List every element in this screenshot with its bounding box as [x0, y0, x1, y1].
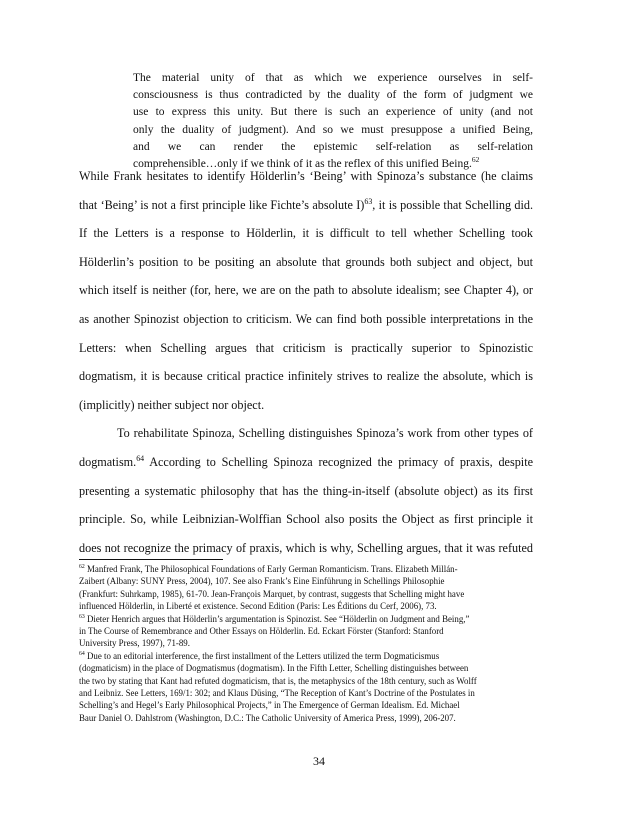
body-line — [79, 448, 533, 477]
quote-line: consciousness is thus contradicted by the duality of the form of judgment we — [133, 89, 533, 102]
footnote-line: and Leibniz. See Letters, 169/1: 302; and Klaus Düsing, “The Reception of Kant’s Doctrine of the Postulates in — [79, 688, 475, 699]
page-number: 34 — [313, 754, 325, 768]
footnote-number: 63 — [79, 613, 85, 620]
body-line — [79, 191, 533, 220]
body-line: While Frank hesitates to identify Hölderlin’s ‘Being’ with Spinoza’s substance (he claims — [79, 169, 533, 183]
footnote-line: Schelling’s and Hegel’s Early Philosophical Projects,” in The Emergence of German Idealism. Ed. Michael — [79, 700, 460, 711]
footnote-line: Dieter Henrich argues that Hölderlin’s argumentation is Spinozist. See “Hölderlin on Judgment and Being,” — [84, 613, 470, 624]
body-line-text: dogmatism. — [79, 454, 137, 469]
footnote-ref: 64 — [136, 453, 145, 463]
footnote-64 — [79, 650, 534, 662]
body-line-text: that ‘Being’ is not a first principle like Fichte’s absolute I) — [79, 197, 365, 212]
body-line: To rehabilitate Spinoza, Schelling distinguishes Spinoza’s work from other types of — [117, 426, 533, 441]
body-line: as another Spinozist objection to criticism. We can find both possible interpretations in the — [79, 311, 533, 326]
body-line: Letters: when Schelling argues that criticism is practically superior to Spinozistic — [79, 340, 533, 355]
footnote-line: in The Course of Remembrance and Other Essays on Hölderlin. Ed. Eckart Förster (Stanford: Stanford — [79, 626, 444, 637]
footnote-ref: 62 — [471, 155, 480, 165]
footnote-line: (Frankfurt: Suhrkamp, 1985), 61-70. Jean-François Marquet, by contrast, suggests that Schelling might have — [79, 588, 465, 599]
quote-line: and we can render the epistemic self-relation as self-relation — [133, 140, 533, 153]
quote-line: The material unity of that as which we experience ourselves in self- — [133, 72, 533, 84]
footnote-line: Zaibert (Albany: SUNY Press, 2004), 107. See also Frank’s Eine Einführung in Schellings Philosophie — [79, 576, 445, 587]
quote-line: use to express this unity. But there is such an experience of unity (and not — [133, 106, 533, 119]
body-line: If the Letters is a response to Hölderlin, it is difficult to tell whether Schelling took — [79, 226, 533, 241]
footnote-63 — [79, 613, 534, 625]
footnote-line: University Press, 1997), 71-89. — [79, 638, 190, 649]
footnote-line: Baur Daniel O. Dahlstrom (Washington, D.C.: The Catholic University of America Press, 1999), 206-207. — [79, 712, 456, 723]
body-line: (implicitly) neither subject nor object. — [79, 397, 265, 412]
block-quote — [133, 70, 533, 173]
footnote-number: 64 — [79, 650, 85, 657]
body-line-text: , it is possible that Schelling did. — [372, 197, 533, 212]
footnote-line: (dogmaticism) in the place of Dogmatismus (dogmatism). In the Fifth Letter, Schelling distinguishes between — [79, 663, 469, 674]
body-line: presenting a systematic philosophy that has the thing-in-itself (absolute object) as its first — [79, 483, 533, 498]
body-line: dogmatism, it is because critical practice infinitely strives to realize the absolute, which is — [79, 369, 533, 384]
footnote-line: Manfred Frank, The Philosophical Foundations of Early German Romanticism. Trans. Elizabeth Millán- — [84, 564, 458, 574]
body-line: principle. So, while Leibnizian-Wolffian School also posits the Object as first principle it — [79, 512, 533, 527]
quote-line: only the duality of judgment). And so we must presuppose a unified Being, — [133, 123, 533, 136]
body-line-text: According to Schelling Spinoza recognized the primacy of praxis, despite — [144, 454, 533, 469]
footnote-line: the two by stating that Kant had refuted dogmaticism, that is, the metaphysics of the 18th century, such as Wolff — [79, 675, 477, 686]
footnote-separator — [79, 559, 223, 560]
body-text — [79, 162, 533, 562]
footnote-number: 62 — [79, 564, 85, 571]
footnote-ref: 63 — [364, 196, 373, 206]
quote-line-text: comprehensible…only if we think of it as the reflex of this unified Being. — [133, 158, 472, 171]
footnotes — [79, 563, 534, 724]
footnote-line: influenced Hölderlin, in Liberté et existence. Second Edition (Paris: Les Éditions du Cerf, 2006), 73. — [79, 601, 437, 612]
body-line: which itself is neither (for, here, we are on the path to absolute idealism; see Chapter 4), or — [79, 283, 533, 298]
body-line: Hölderlin’s position to be positing an absolute that grounds both subject and object, but — [79, 254, 533, 269]
footnote-line: Due to an editorial interference, the first installment of the Letters utilized the term Dogmaticismus — [84, 650, 440, 661]
body-line: does not recognize the primacy of praxis, which is why, Schelling argues, that it was refuted — [79, 540, 533, 555]
footnote-62 — [79, 563, 534, 575]
